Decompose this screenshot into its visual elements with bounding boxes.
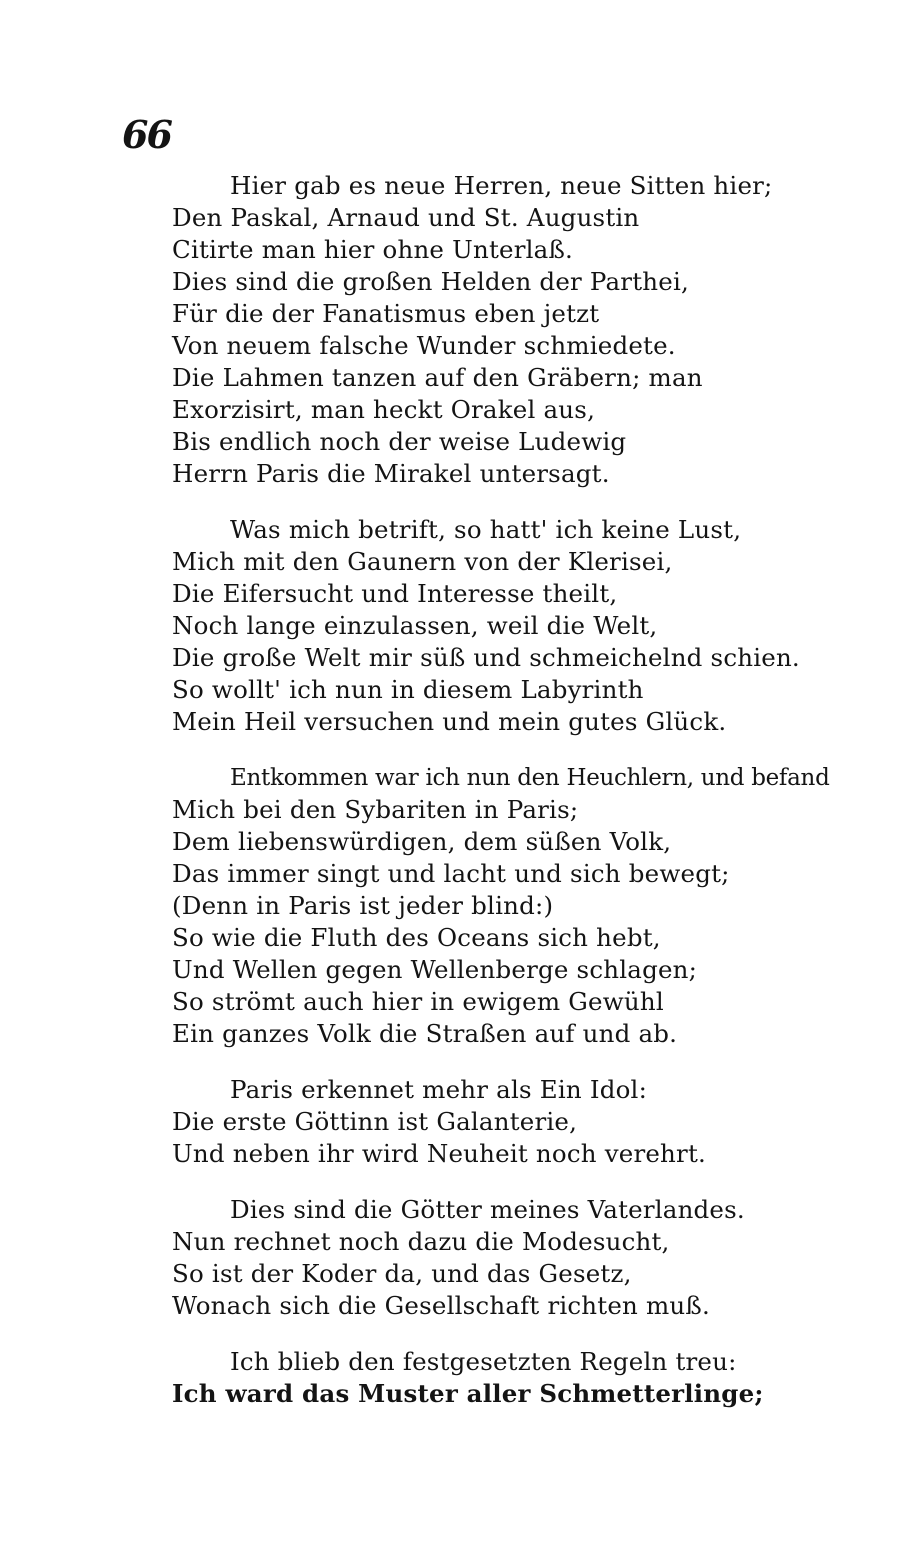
- verse-line: Exorzisirt, man heckt Orakel aus,: [172, 395, 596, 424]
- verse-line: (Denn in Paris ist jeder blind:): [172, 891, 554, 920]
- verse-line: Ich blieb den festgesetzten Regeln treu:: [230, 1347, 737, 1376]
- verse-line: Dem liebenswürdigen, dem süßen Volk,: [172, 827, 672, 856]
- verse-line: Ich ward das Muster aller Schmetterlinge;: [172, 1379, 764, 1408]
- verse-line: So wie die Fluth des Oceans sich hebt,: [172, 923, 661, 952]
- verse-line: Herrn Paris die Mirakel untersagt.: [172, 459, 610, 488]
- verse-line: Die erste Göttinn ist Galanterie,: [172, 1107, 578, 1136]
- stanza: [172, 762, 830, 1050]
- verse-line: Was mich betrift, so hatt' ich keine Lust,: [230, 515, 742, 544]
- verse-line: So wollt' ich nun in diesem Labyrinth: [172, 675, 644, 704]
- verse-line: Die Lahmen tanzen auf den Gräbern; man: [172, 363, 703, 392]
- verse-line: Wonach sich die Gesellschaft richten muß.: [172, 1291, 710, 1320]
- verse-line: Ein ganzes Volk die Straßen auf und ab.: [172, 1019, 678, 1048]
- verse-line: Mich bei den Sybariten in Paris;: [172, 795, 579, 824]
- verse-line: Dies sind die großen Helden der Parthei,: [172, 267, 689, 296]
- verse-line: Paris erkennet mehr als Ein Idol:: [230, 1075, 648, 1104]
- stanza: [172, 1346, 812, 1410]
- verse-line: Von neuem falsche Wunder schmiedete.: [172, 331, 676, 360]
- verse-line: Noch lange einzulassen, weil die Welt,: [172, 611, 658, 640]
- verse-line: Das immer singt und lacht und sich bewegt;: [172, 859, 730, 888]
- verse-line: Die große Welt mir süß und schmeichelnd schien.: [172, 643, 800, 672]
- verse-line: Den Paskal, Arnaud und St. Augustin: [172, 203, 640, 232]
- stanza: [172, 514, 812, 738]
- verse-line: Bis endlich noch der weise Ludewig: [172, 427, 627, 456]
- verse-line: Hier gab es neue Herren, neue Sitten hier;: [230, 171, 773, 200]
- verse-line: Mein Heil versuchen und mein gutes Glück.: [172, 707, 727, 736]
- poem-body: [172, 170, 830, 1434]
- verse-line: Citirte man hier ohne Unterlaß.: [172, 235, 573, 264]
- verse-line: Und neben ihr wird Neuheit noch verehrt.: [172, 1139, 706, 1168]
- stanza: [172, 170, 812, 490]
- verse-line: So ist der Koder da, und das Gesetz,: [172, 1259, 632, 1288]
- stanza: [172, 1194, 812, 1322]
- verse-line: Nun rechnet noch dazu die Modesucht,: [172, 1227, 670, 1256]
- verse-line: So strömt auch hier in ewigem Gewühl: [172, 987, 664, 1016]
- verse-line: Und Wellen gegen Wellenberge schlagen;: [172, 955, 698, 984]
- verse-line: Für die der Fanatismus eben jetzt: [172, 299, 600, 328]
- verse-line: Dies sind die Götter meines Vaterlandes.: [230, 1195, 745, 1224]
- verse-line: Entkommen war ich nun den Heuchlern, und befand: [230, 765, 830, 791]
- stanza: [172, 1074, 812, 1170]
- verse-line: Mich mit den Gaunern von der Klerisei,: [172, 547, 673, 576]
- verse-line: Die Eifersucht und Interesse theilt,: [172, 579, 618, 608]
- page-number: 66: [122, 112, 171, 157]
